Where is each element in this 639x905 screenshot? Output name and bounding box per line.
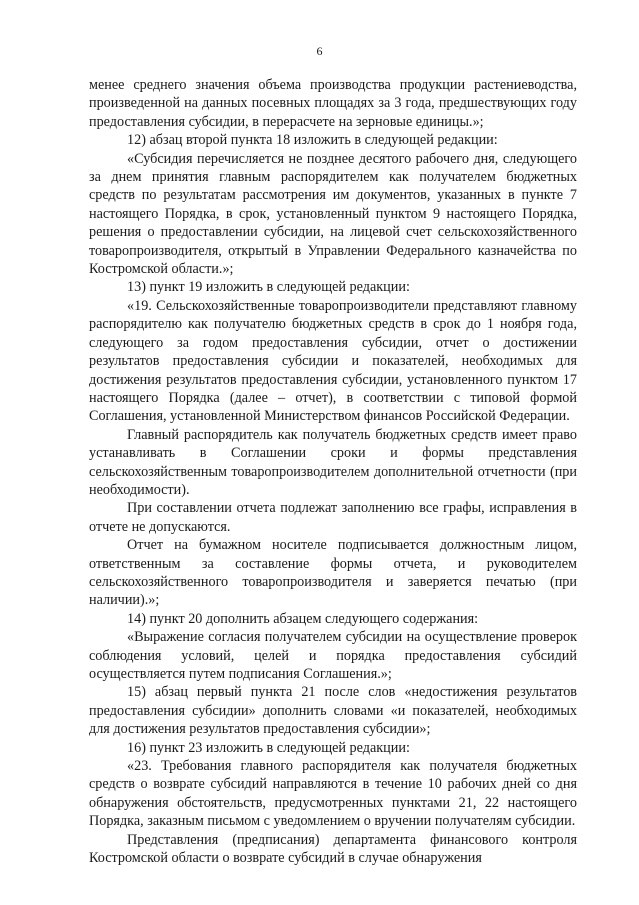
- paragraph: менее среднего значения объема производства продукции растениеводства, произведенной на данных посевных площадях за 3 года, предшествующих году предоставления субсидии, в перерасчете на зерновые единицы.»;: [89, 77, 577, 130]
- paragraph: «19. Сельскохозяйственные товаропроизводители представляют главному распорядителю как получателю бюджетных средств в срок до 1 ноября года, следующего за годом предоставления субсидии, отчет о достижении результатов предоставления субсидии и показателей, необходимых для достижения результатов предоставления субсидии, установленного пунктом 17 настоящего Порядка (далее – отчет), в соответствии с типовой формой Соглашения, установленной Министерством финансов Российской Федерации.: [89, 297, 577, 425]
- paragraph: Главный распорядитель как получатель бюджетных средств имеет право устанавливать в Соглашении сроки и формы представления сельскохозяйственным товаропроизводителем дополнительной отчетности (при необходимости).: [89, 426, 577, 498]
- paragraph: При составлении отчета подлежат заполнению все графы, исправления в отчете не допускаются.: [89, 500, 577, 535]
- document-body: [89, 76, 577, 867]
- paragraph: «23. Требования главного распорядителя как получателя бюджетных средств о возврате субсидий направляются в течение 10 рабочих дней со дня обнаружения обстоятельств, предусмотренных пунктами 21, 22 настоящего Порядка, заказным письмом с уведомлением о вручении получателям субсидии.: [89, 758, 577, 830]
- page-number: 6: [316, 44, 323, 58]
- paragraph: 12) абзац второй пункта 18 изложить в следующей редакции:: [127, 132, 498, 149]
- paragraph: 14) пункт 20 дополнить абзацем следующего содержания:: [127, 610, 479, 627]
- paragraph: «Субсидия перечисляется не позднее десятого рабочего дня, следующего за днем принятия главным распорядителем как получателем бюджетных средств по результатам рассмотрения им документов, указанных в пункте 7 настоящего Порядка, в срок, установленный пунктом 9 настоящего Порядка, решения о предоставлении субсидии, на лицевой счет сельскохозяйственного товаропроизводителя, открытый в Управлении Федерального казначейства по Костромской области.»;: [89, 150, 577, 278]
- paragraph: 16) пункт 23 изложить в следующей редакции:: [127, 739, 410, 756]
- paragraph: 15) абзац первый пункта 21 после слов «недостижения результатов предоставления субсидии» дополнить словами «и показателей, необходимых для достижения результатов предоставления субсидии»;: [89, 684, 577, 738]
- paragraph: 13) пункт 19 изложить в следующей редакции:: [127, 279, 410, 296]
- paragraph: Отчет на бумажном носителе подписывается должностным лицом, ответственным за составление формы отчета, и руководителем сельскохозяйственного товаропроизводителя и заверяется печатью (при наличии).»;: [89, 537, 577, 609]
- paragraph: «Выражение согласия получателем субсидии на осуществление проверок соблюдения условий, целей и порядка предоставления субсидий осуществляется путем подписания Соглашения.»;: [89, 629, 577, 682]
- paragraph: Представления (предписания) департамента финансового контроля Костромской области о возврате субсидий в случае обнаружения: [89, 831, 577, 867]
